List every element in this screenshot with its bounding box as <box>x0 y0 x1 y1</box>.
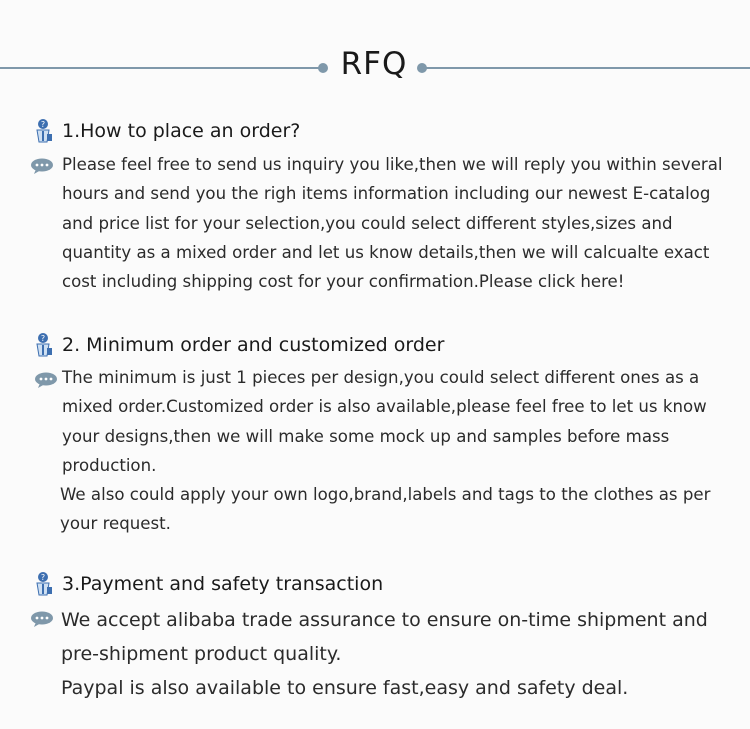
person-with-question-icon <box>34 571 54 597</box>
header-dot-left <box>318 63 328 73</box>
text-line: We accept alibaba trade assurance to ensure on-time shipment and <box>61 609 708 631</box>
text-line: The minimum is just 1 pieces per design,you could select different ones as a <box>62 368 700 387</box>
svg-text:?: ? <box>40 120 46 129</box>
section-paragraph <box>61 603 708 671</box>
section-paragraph <box>61 671 628 705</box>
section-heading: 2. Minimum order and customized order <box>62 334 445 356</box>
text-line: mixed order.Customized order is also available,please feel free to let us know <box>62 397 707 417</box>
svg-text:?: ? <box>40 573 46 582</box>
section-paragraph <box>62 150 723 296</box>
person-with-question-icon <box>34 332 54 358</box>
person-with-question-icon <box>34 118 54 144</box>
page-title: RFQ <box>340 46 408 82</box>
text-line: hours and send you the righ items information including our newest E-catalog <box>62 184 711 204</box>
header-line-right <box>426 67 750 69</box>
section-paragraph <box>60 480 710 539</box>
section-heading: 3.Payment and safety transaction <box>62 573 384 595</box>
text-line: quantity as a mixed order and let us know details,then we will calcualte exact <box>62 242 710 262</box>
section-paragraph <box>62 363 707 480</box>
text-line: your designs,then we will make some mock up and samples before mass <box>62 426 670 446</box>
text-line: production. <box>62 455 157 475</box>
rfq-header <box>0 44 750 94</box>
section-heading: 1.How to place an order? <box>62 120 301 142</box>
text-line: We also could apply your own logo,brand,labels and tags to the clothes as per <box>60 485 711 504</box>
text-line: Paypal is also available to ensure fast,easy and safety deal. <box>61 677 629 699</box>
text-line: your request. <box>60 514 171 534</box>
chat-bubble-icon <box>34 372 58 388</box>
header-line-left <box>0 67 322 69</box>
text-line: pre-shipment product quality. <box>61 643 342 665</box>
svg-text:?: ? <box>40 334 46 343</box>
text-line: cost including shipping cost for your confirmation.Please click here! <box>62 272 625 292</box>
chat-bubble-icon <box>30 611 54 627</box>
chat-bubble-icon <box>30 158 54 174</box>
text-line: Please feel free to send us inquiry you like,then we will reply you within several <box>62 155 723 174</box>
text-line: and price list for your selection,you could select different styles,sizes and <box>62 213 673 233</box>
